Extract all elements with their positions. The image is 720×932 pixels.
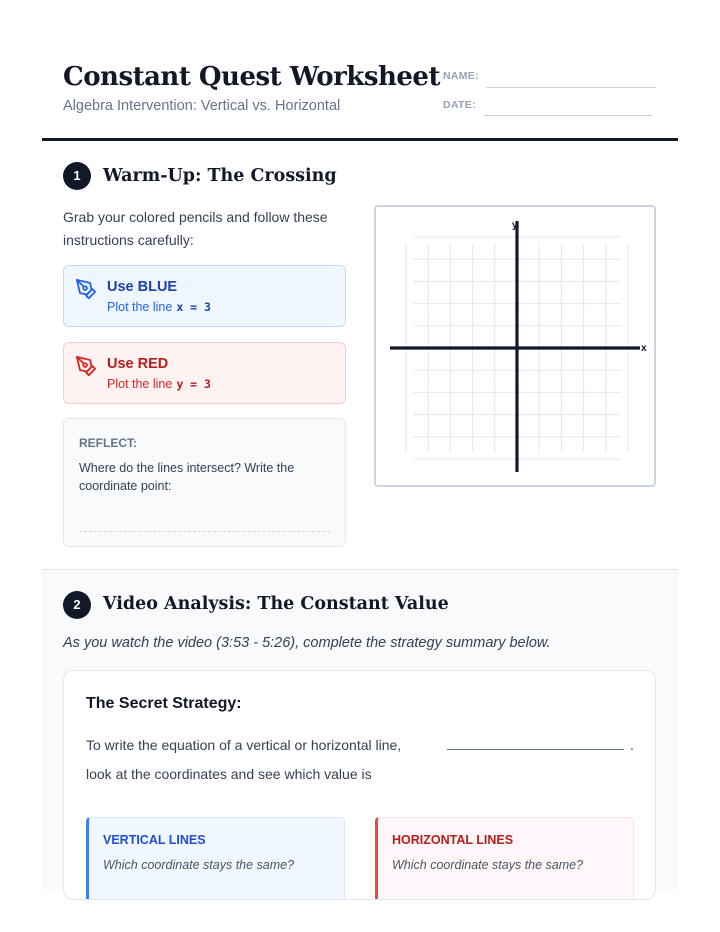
reflect-question: Where do the lines intersect? Write the coordinate point:: [79, 461, 295, 493]
horizontal-lines-question: Which coordinate stays the same?: [392, 858, 584, 872]
warmup-intro: Grab your colored pencils and follow these instructions carefully:: [63, 209, 328, 248]
pen-icon: [75, 278, 97, 300]
section-2-number: 2: [63, 591, 91, 619]
red-instruction-box: [63, 342, 346, 404]
name-field[interactable]: [486, 87, 656, 88]
video-instruction: As you watch the video (3:53 - 5:26), complete the strategy summary below.: [63, 635, 551, 651]
red-instruction-text: Plot the line: [107, 377, 173, 391]
blue-instruction: [107, 300, 211, 314]
horizontal-lines-title: HORIZONTAL LINES: [392, 833, 514, 847]
vertical-lines-title: VERTICAL LINES: [103, 833, 206, 847]
name-label: NAME:: [443, 70, 479, 82]
red-equation: y = 3: [176, 377, 211, 391]
coordinate-grid-box: [374, 205, 656, 487]
blue-instruction-text: Plot the line: [107, 300, 173, 314]
blue-equation: x = 3: [176, 300, 211, 314]
date-field[interactable]: [484, 115, 652, 116]
red-instruction: [107, 377, 211, 391]
header-divider: [42, 138, 678, 141]
strategy-line-1: To write the equation of a vertical or horizontal line,: [86, 737, 402, 753]
vertical-lines-question: Which coordinate stays the same?: [103, 858, 295, 872]
section-2-title: Video Analysis: The Constant Value: [103, 594, 449, 614]
reflect-answer-line[interactable]: [79, 531, 330, 532]
reflect-box: [63, 418, 346, 547]
strategy-blank[interactable]: [447, 749, 624, 750]
strategy-period: .: [630, 737, 634, 753]
strategy-line-2: look at the coordinates and see which value is: [86, 766, 372, 782]
worksheet-header: [42, 62, 678, 142]
section-1-title: Warm-Up: The Crossing: [103, 166, 337, 186]
red-label: Use RED: [107, 356, 169, 372]
horizontal-lines-box: [375, 817, 634, 900]
pen-icon: [75, 355, 97, 377]
strategy-card: [63, 670, 656, 900]
blue-label: Use BLUE: [107, 279, 178, 295]
reflect-label: REFLECT:: [79, 436, 137, 450]
page-subtitle: Algebra Intervention: Vertical vs. Horizontal: [63, 98, 341, 114]
y-axis-label: y: [512, 220, 518, 231]
date-label: DATE:: [443, 99, 476, 111]
section-1-number: 1: [63, 162, 91, 190]
page-title: Constant Quest Worksheet: [63, 62, 440, 92]
x-axis-label: x: [641, 343, 647, 354]
strategy-title: The Secret Strategy:: [86, 695, 242, 712]
coordinate-grid[interactable]: [376, 207, 654, 485]
vertical-lines-box: [86, 817, 345, 900]
blue-instruction-box: [63, 265, 346, 327]
